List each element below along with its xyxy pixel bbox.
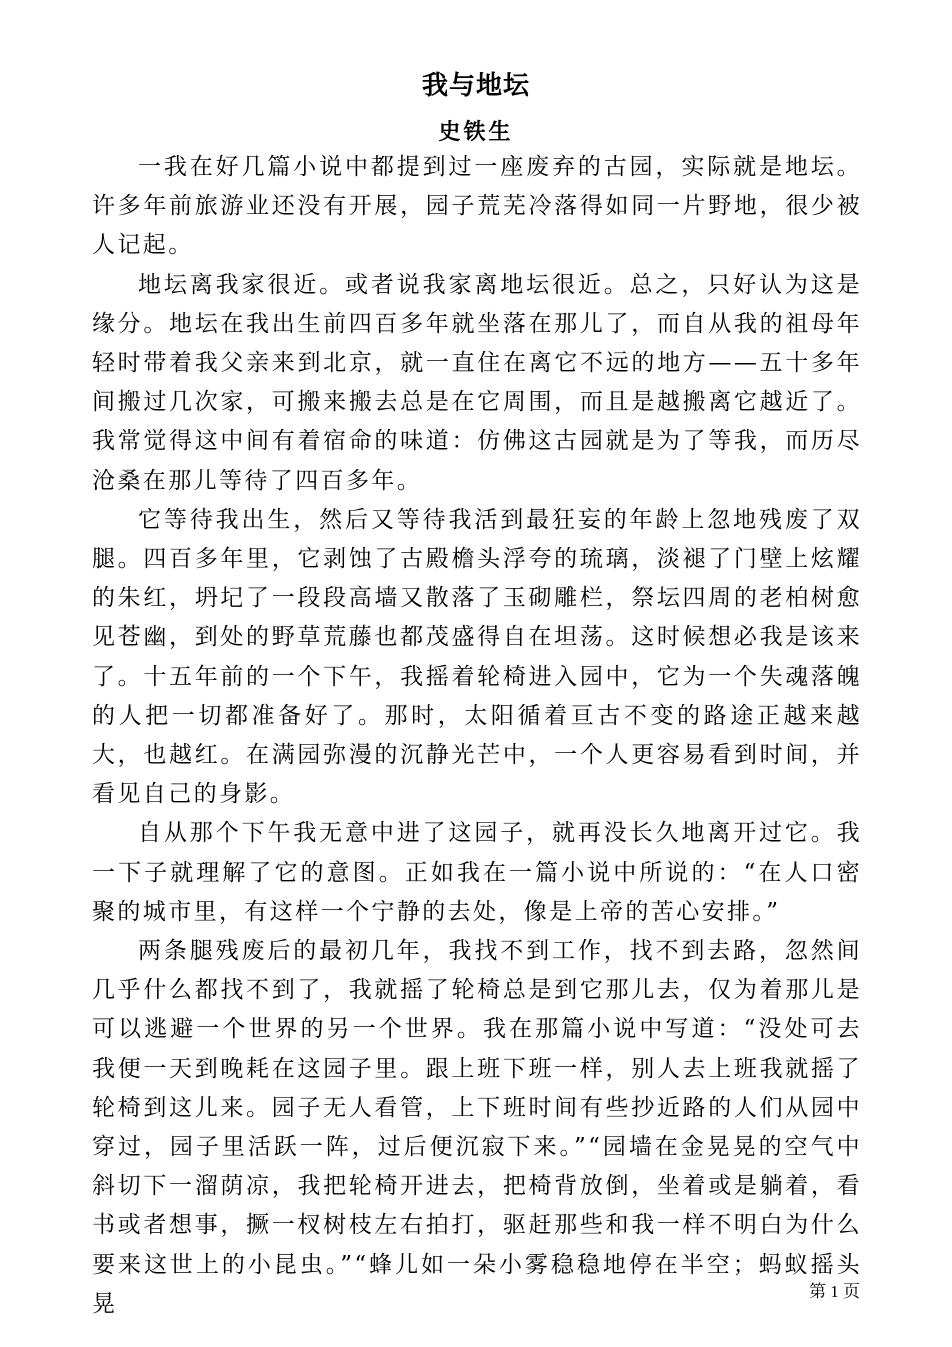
- author-name: 史铁生: [438, 119, 514, 145]
- page-number: 第 1 页: [809, 1282, 860, 1301]
- paragraph-4: 自从那个下午我无意中进了这园子，就再没长久地离开过它。我一下子就理解了它的意图。正如我在一篇小说中所说的：“在人口密聚的城市里，有这样一个宁静的去处，像是上帝的苦心安排。”: [92, 820, 862, 925]
- paragraph-3: 它等待我出生，然后又等待我活到最狂妄的年龄上忽地残废了双腿。四百多年里，它剥蚀了古殿檐头浮夸的琉璃，淡褪了门壁上炫耀的朱红，坍圮了一段段高墙又散落了玉砌雕栏，祭坛四周的老柏树愈见苍幽，到处的野草荒藤也都茂盛得自在坦荡。这时候想必我是该来了。十五年前的一个下午，我摇着轮椅进入园中，它为一个失魂落魄的人把一切都准备好了。那时，太阳循着亘古不变的路途正越来越大，也越红。在满园弥漫的沉静光芒中，一个人更容易看到时间，并看见自己的身影。: [92, 506, 862, 808]
- paragraph-2: 地坛离我家很近。或者说我家离地坛很近。总之，只好认为这是缘分。地坛在我出生前四百多年就坐落在那儿了，而自从我的祖母年轻时带着我父亲来到北京，就一直住在离它不远的地方——五十多年间搬过几次家，可搬来搬去总是在它周围，而且是越搬离它越近了。我常觉得这中间有着宿命的味道：仿佛这古园就是为了等我，而历尽沧桑在那儿等待了四百多年。: [92, 271, 862, 494]
- essay-title: 我与地坛: [421, 71, 530, 101]
- paragraph-1: 一我在好几篇小说中都提到过一座废弃的古园，实际就是地坛。许多年前旅游业还没有开展，园子荒芜冷落得如同一片野地，很少被人记起。: [92, 154, 862, 259]
- essay-body: [92, 148, 862, 1324]
- paragraph-5: 两条腿残废后的最初几年，我找不到工作，找不到去路，忽然间几乎什么都找不到了，我就摇了轮椅总是到它那儿去，仅为着那儿是可以逃避一个世界的另一个世界。我在那篇小说中写道：“没处可去我便一天到晚耗在这园子里。跟上班下班一样，别人去上班我就摇了轮椅到这儿来。园子无人看管，上下班时间有些抄近路的人们从园中穿过，园子里活跃一阵，过后便沉寂下来。”“园墙在金晃晃的空气中斜切下一溜荫凉，我把轮椅开进去，把椅背放倒，坐着或是躺着，看书或者想事，撅一杈树枝左右拍打，驱赶那些和我一样不明白为什么要来这世上的小昆虫。”“蜂儿如一朵小雾稳稳地停在半空；蚂蚁摇头晃: [92, 938, 862, 1317]
